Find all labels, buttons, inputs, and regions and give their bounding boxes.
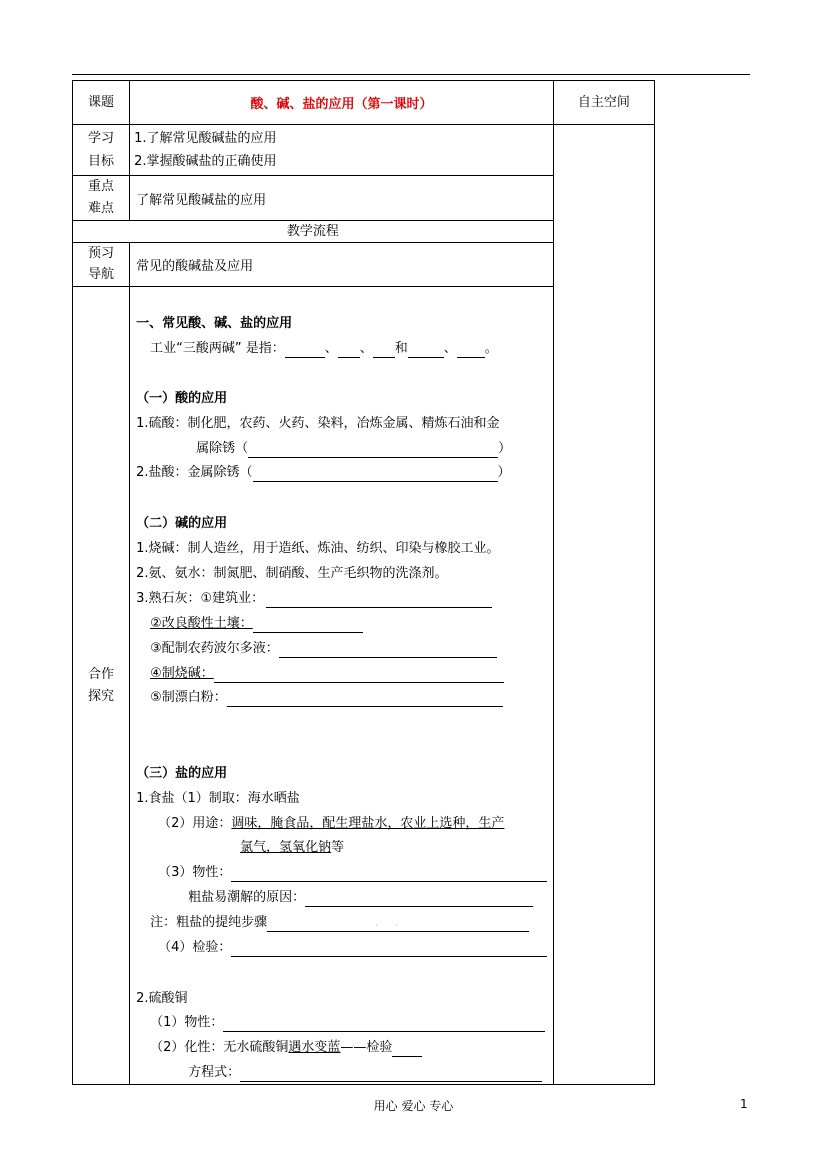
section-heading: 一、常见酸、碱、盐的应用 <box>136 316 293 331</box>
fill-blank <box>240 1067 542 1082</box>
base-heading: （二）碱的应用 <box>136 516 228 531</box>
base-item-3-3: ③配制农药波尔多液： <box>150 640 497 658</box>
salt-item-1-3: （3）物性： <box>158 864 547 882</box>
salt-item-1-2: （2）用途：调味，腌食品，配生理盐水，农业上选种，生产 <box>158 816 505 831</box>
base-item-3-4: ④制烧碱： <box>150 665 504 683</box>
fill-blank <box>214 668 504 683</box>
fill-blank <box>457 343 485 358</box>
objective-item: 1.了解常见酸碱盐的应用 <box>134 131 277 146</box>
header-rule <box>72 74 750 75</box>
fill-blank <box>285 343 325 358</box>
salt-item-1-3b: 粗盐易潮解的原因： <box>188 889 533 907</box>
objectives-content <box>130 125 554 176</box>
fill-blank <box>231 942 547 957</box>
topic-label: 课题 <box>73 81 130 125</box>
fill-blank <box>266 593 492 608</box>
fill-blank <box>408 343 444 358</box>
page-number: 1 <box>740 1097 748 1111</box>
objectives-row <box>73 125 655 176</box>
acid-item-2: 2.盐酸：金属除锈（ ） <box>136 465 511 480</box>
flow-header: 教学流程 <box>73 221 554 243</box>
objective-item: 2.掌握酸碱盐的正确使用 <box>134 154 277 169</box>
objectives-label: 学习 目标 <box>73 125 130 176</box>
lesson-title: 酸、碱、盐的应用（第一课时） <box>130 81 554 125</box>
acid-item-1b: 属除锈（ ） <box>196 441 512 456</box>
copper-equation: 方程式： <box>188 1064 542 1082</box>
acid-item-1: 1.硫酸：制化肥，农药、火药、染料，冶炼金属、精炼石油和金 <box>136 416 500 431</box>
fill-blank <box>373 343 395 358</box>
key-points-content: 了解常见酸碱盐的应用 <box>130 176 554 221</box>
title-row <box>73 81 655 125</box>
self-space-label: 自主空间 <box>553 81 654 125</box>
fill-blank <box>267 917 529 932</box>
fill-blank <box>392 1042 422 1057</box>
salt-note: 注：粗盐的提纯步骤 <box>150 914 529 932</box>
base-item-2: 2.氨、氨水：制氮肥、制硝酸、生产毛织物的洗涤剂。 <box>136 566 448 581</box>
base-item-3-5: ⑤制漂白粉： <box>150 689 503 707</box>
acid-heading: （一）酸的应用 <box>136 391 228 406</box>
explore-content <box>130 287 554 1085</box>
fill-blank <box>253 467 498 482</box>
fill-blank <box>248 443 498 458</box>
fill-blank <box>231 867 547 882</box>
industry-line: 工业“三酸两碱” 是指： 、 、 和 、 。 <box>150 341 498 356</box>
stray-dots: · · <box>375 921 398 930</box>
fill-blank <box>223 1017 545 1032</box>
base-item-3: 3.熟石灰：①建筑业： <box>136 590 492 608</box>
salt-item-1: 1.食盐（1）制取：海水晒盐 <box>136 791 300 806</box>
fill-blank <box>279 643 497 658</box>
base-item-3-2: ②改良酸性土壤： <box>150 615 363 633</box>
self-space-column <box>553 125 654 1085</box>
fill-blank <box>338 343 360 358</box>
salt-item-1-2b: 氯气，氢氧化钠等 <box>240 840 345 855</box>
copper-item-1: （1）物性： <box>150 1014 545 1032</box>
key-points-label: 重点 难点 <box>73 176 130 221</box>
salt-heading: （三）盐的应用 <box>136 766 228 781</box>
footer-motto: 用心 爱心 专心 <box>373 1099 454 1113</box>
explore-label: 合作 探究 <box>73 287 130 1085</box>
fill-blank <box>227 692 503 707</box>
fill-blank <box>253 618 363 633</box>
fill-blank <box>305 892 533 907</box>
copper-item-2: （2）化性：无水硫酸铜遇水变蓝——检验 <box>150 1039 422 1057</box>
copper-heading: 2.硫酸铜 <box>136 991 188 1006</box>
preview-content: 常见的酸碱盐及应用 <box>130 243 554 287</box>
lesson-plan-table <box>72 80 655 1085</box>
preview-label: 预习 导航 <box>73 243 130 287</box>
base-item-1: 1.烧碱：制人造丝，用于造纸、炼油、纺织、印染与橡胶工业。 <box>136 541 500 556</box>
salt-item-1-4: （4）检验： <box>158 939 547 957</box>
